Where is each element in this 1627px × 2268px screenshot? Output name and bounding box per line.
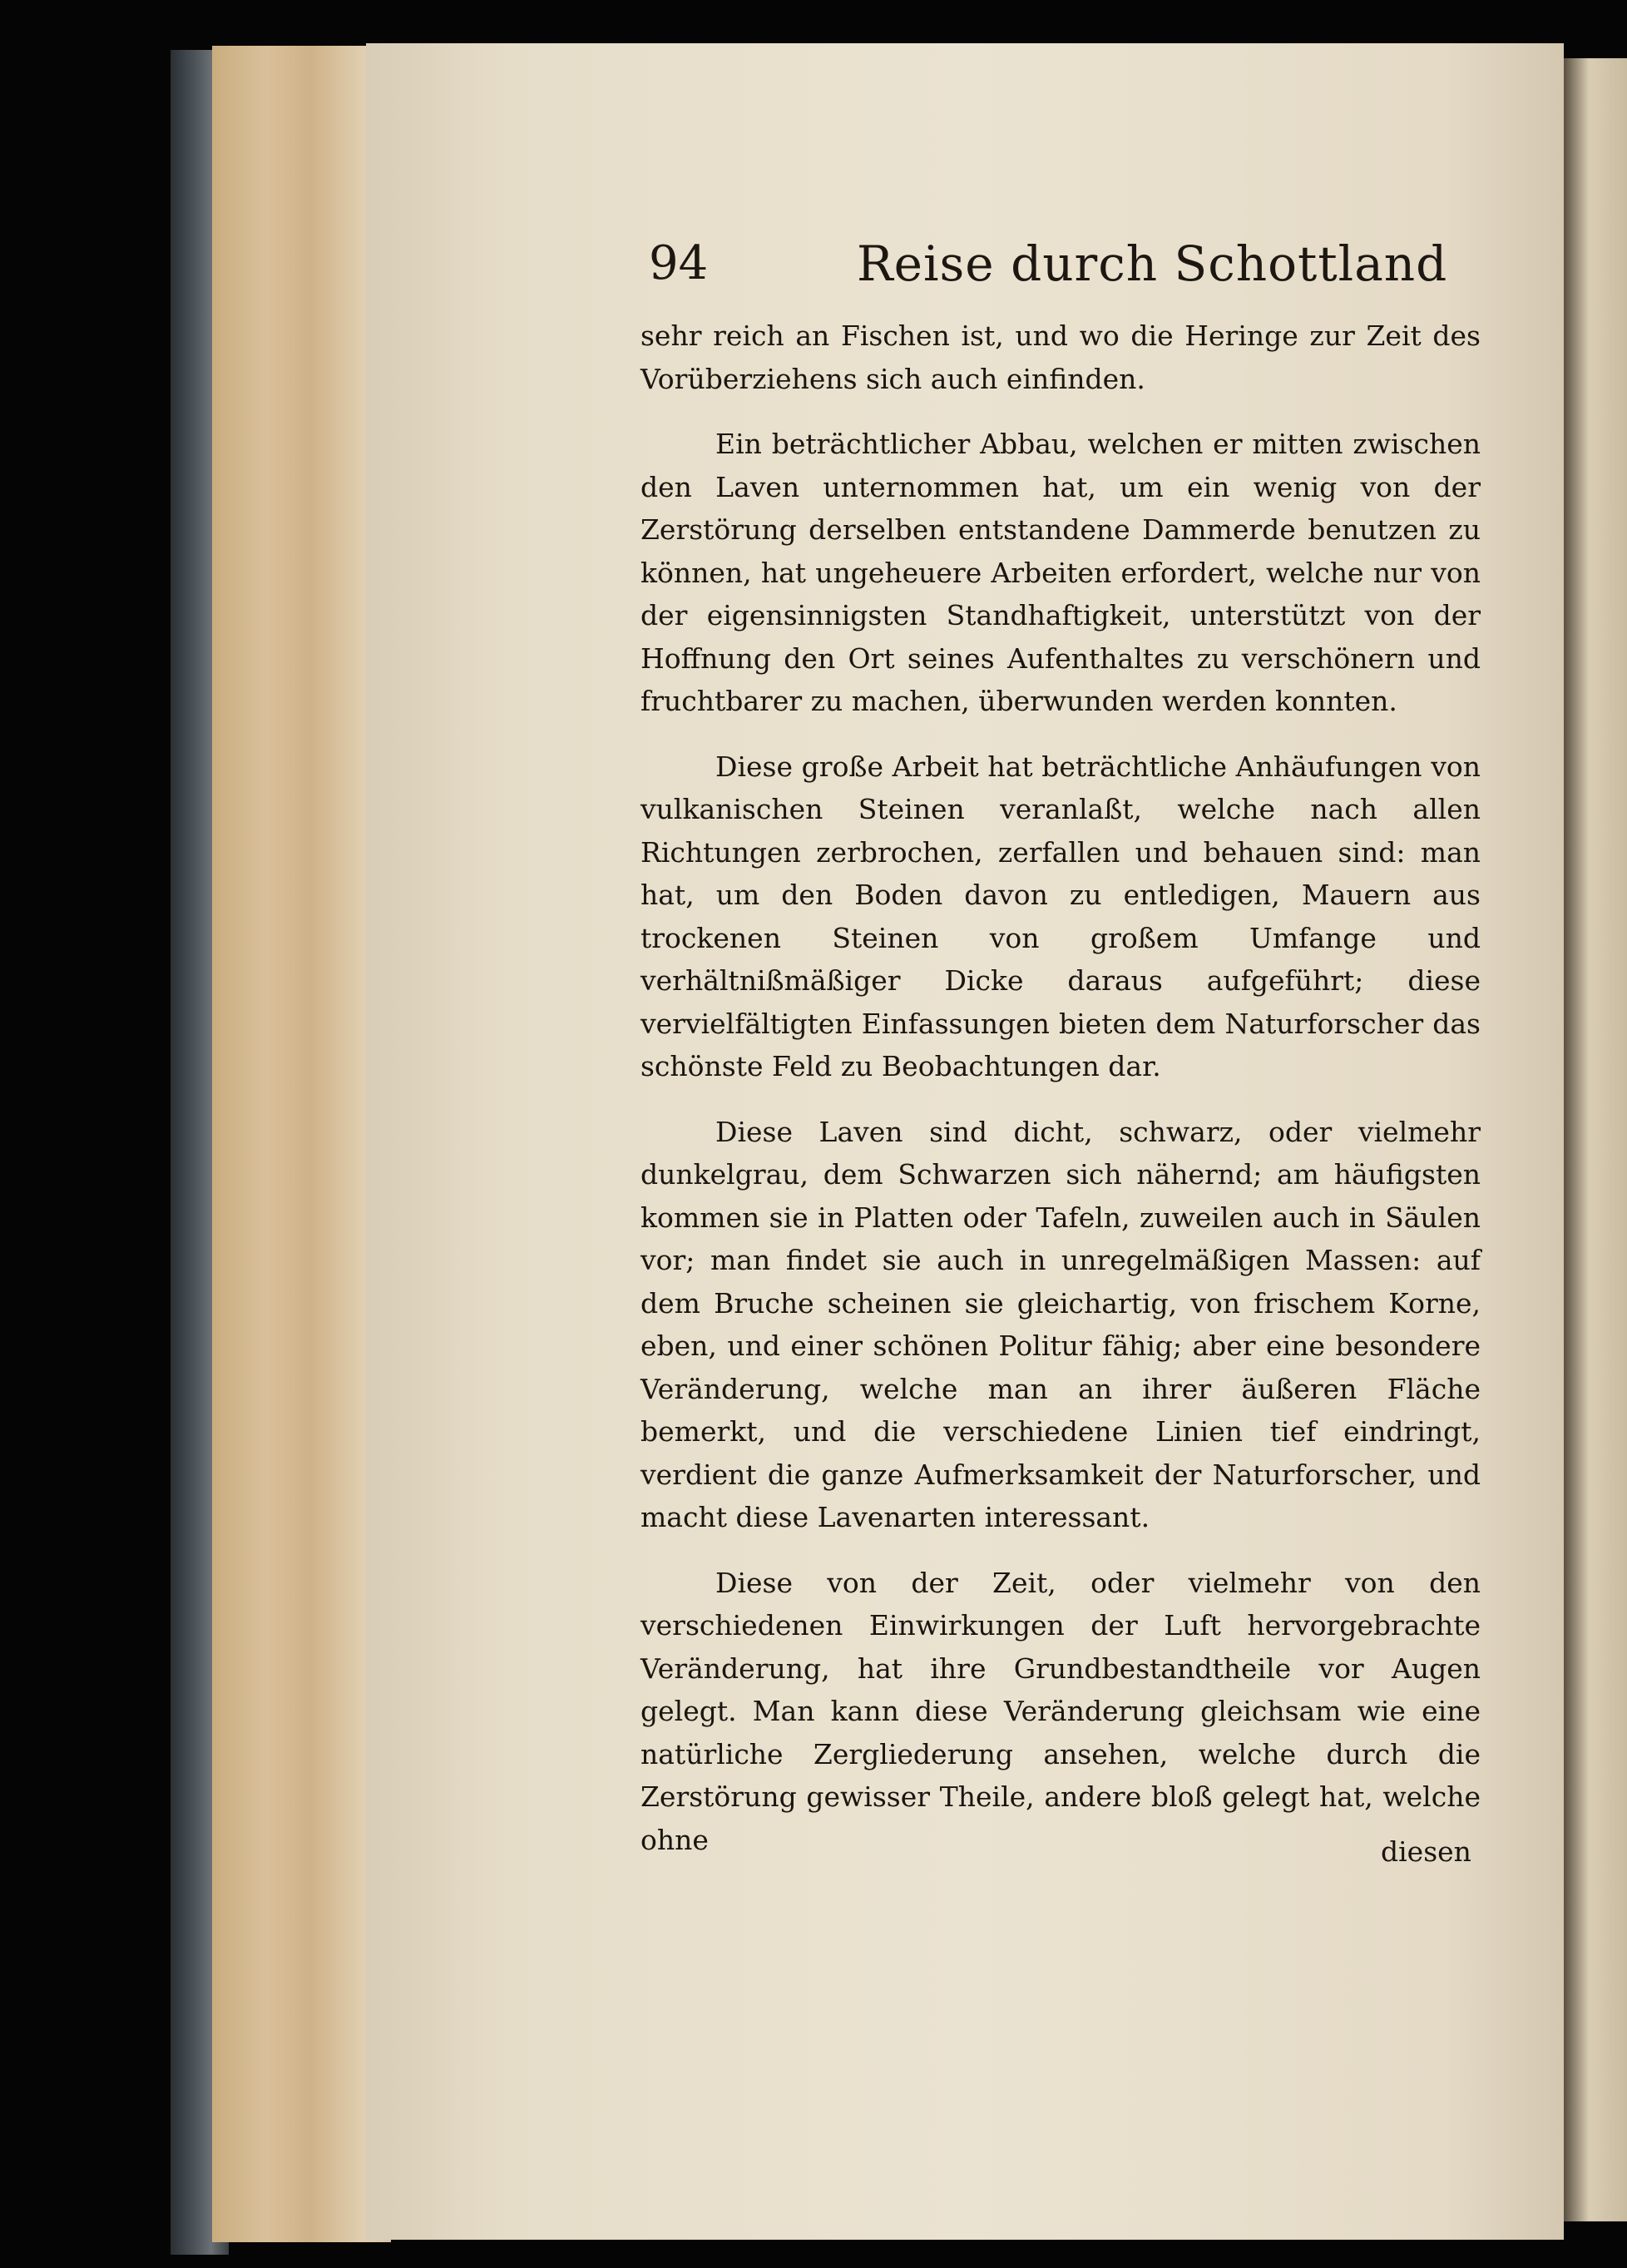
page-number: 94 <box>649 236 709 290</box>
page-header <box>649 235 1506 293</box>
body-text <box>640 314 1481 1884</box>
paragraph-2: Ein beträchtlicher Abbau, welchen er mitten zwischen den Laven unternommen hat, um ein wenig von der Zerstörung derselben entstandene Dammerde benutzen zu können, hat ungeheuere Arbeiten erfordert, welche nur von der eigensinnigsten Standhaftigkeit, unterstützt von der Hoffnung den Ort seines Aufenthaltes zu verschönern und fruchtbarer zu machen, überwunden werden konnten. <box>640 428 1481 717</box>
paragraph-3: Diese große Arbeit hat beträchtliche Anhäufungen von vulkanischen Steinen veranlaßt, welche nach allen Richtungen zerbrochen, zerfallen und behauen sind: man hat, um den Boden davon zu entledigen, Mauern aus trockenen Steinen von großem Umfange und verhältnißmäßiger Dicke daraus aufgeführt; diese vervielfältigten Einfassungen bieten dem Naturforscher das schönste Feld zu Beobachtungen dar. <box>640 750 1481 1082</box>
paragraph-5: Diese von der Zeit, oder vielmehr von den verschiedenen Einwirkungen der Luft hervorgebrachte Veränderung, hat ihre Grundbestandtheile vor Augen gelegt. Man kann diese Veränderung gleichsam wie eine natürliche Zergliederung ansehen, welche durch die Zerstörung gewisser Theile, andere bloß gelegt hat, welche ohne <box>640 1566 1481 1856</box>
paragraph-4: Diese Laven sind dicht, schwarz, oder vielmehr dunkelgrau, dem Schwarzen sich nähernd; am häufigsten kommen sie in Platten oder Tafeln, zuweilen auch in Säulen vor; man findet sie auch in unregelmäßigen Massen: auf dem Bruche scheinen sie gleichartig, von frischem Korne, eben, und einer schönen Politur fähig; aber eine besondere Veränderung, welche man an ihrer äußeren Fläche bemerkt, und die verschiedene Linien tief eindringt, verdient die ganze Aufmerksamkeit der Naturforscher, und macht diese Lavenarten interessant. <box>640 1115 1481 1533</box>
running-title: Reise durch Schottland <box>857 235 1448 292</box>
catchword: diesen <box>1381 1835 1471 1868</box>
page-stack-edge <box>212 46 391 2242</box>
paragraph-1: sehr reich an Fischen ist, und wo die Heringe zur Zeit des Vorüberziehens sich auch einfinden. <box>640 319 1481 395</box>
facing-page-edge <box>1564 58 1627 2221</box>
